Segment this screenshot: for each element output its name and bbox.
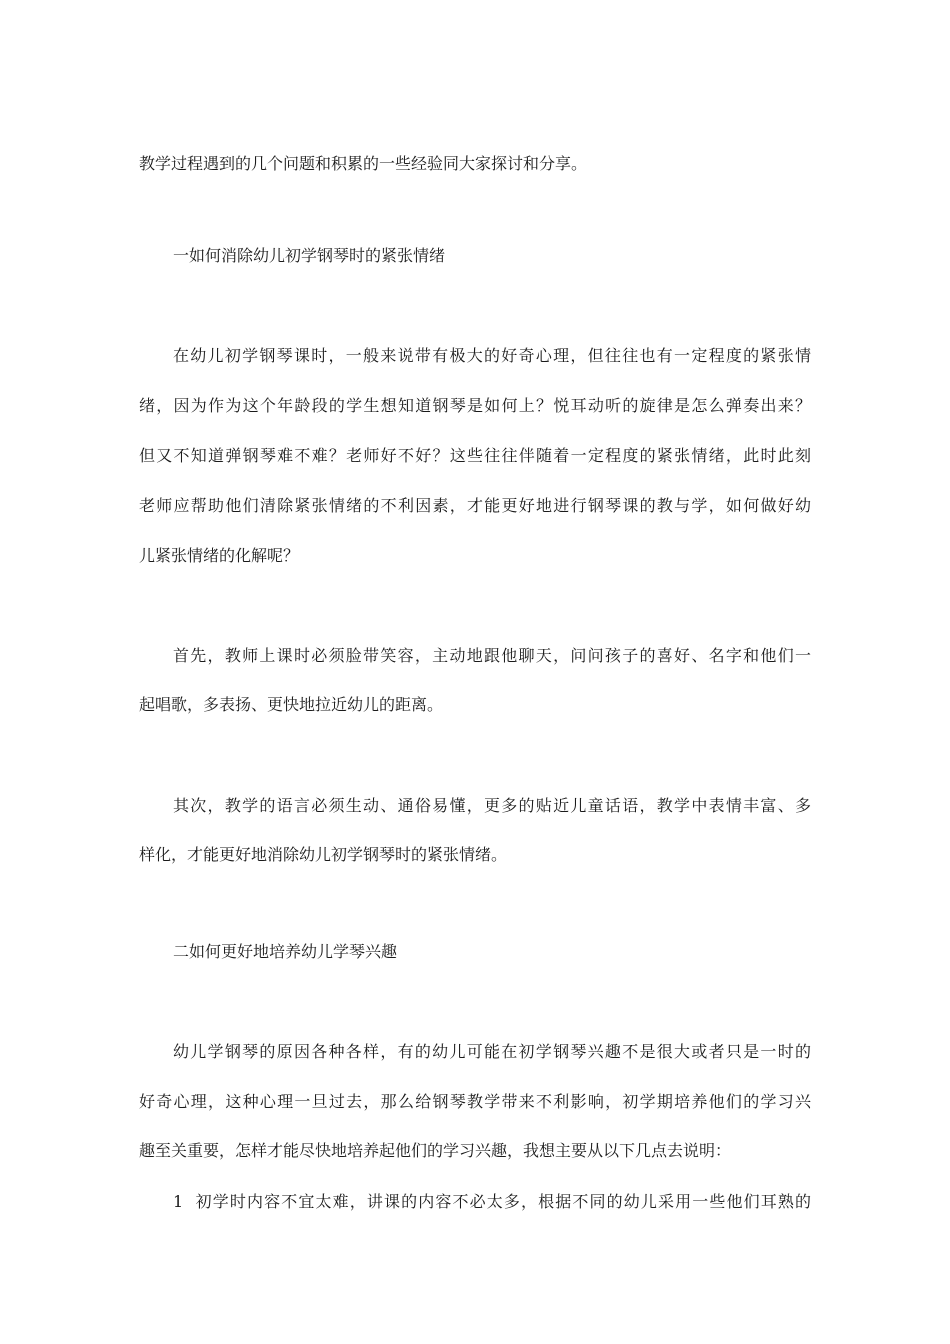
section-heading: 一如何消除幼儿初学钢琴时的紧张情绪: [173, 246, 446, 265]
paragraph-line: 首先，教师上课时必须脸带笑容，主动地跟他聊天，问问孩子的喜好、名字和他们一: [173, 646, 811, 665]
list-item: 1 初学时内容不宜太难，讲课的内容不必太多，根据不同的幼儿采用一些他们耳熟的: [173, 1192, 811, 1211]
paragraph-line: 老师应帮助他们清除紧张情绪的不利因素，才能更好地进行钢琴课的教与学，如何做好幼: [139, 496, 811, 515]
paragraph-line: 趣至关重要，怎样才能尽快地培养起他们的学习兴趣，我想主要从以下几点去说明：: [139, 1141, 732, 1160]
section-heading: 二如何更好地培养幼儿学琴兴趣: [173, 942, 398, 961]
paragraph-line: 起唱歌，多表扬、更快地拉近幼儿的距离。: [139, 695, 444, 714]
paragraph-line: 其次，教学的语言必须生动、通俗易懂，更多的贴近儿童话语，教学中表情丰富、多: [173, 796, 811, 815]
paragraph-line: 绪，因为作为这个年龄段的学生想知道钢琴是如何上？悦耳动听的旋律是怎么弹奏出来？: [139, 396, 811, 415]
paragraph-line: 好奇心理，这种心理一旦过去，那么给钢琴教学带来不利影响，初学期培养他们的学习兴: [139, 1092, 811, 1111]
paragraph-line: 在幼儿初学钢琴课时，一般来说带有极大的好奇心理，但往往也有一定程度的紧张情: [173, 346, 811, 365]
paragraph-line: 但又不知道弹钢琴难不难？老师好不好？这些往往伴随着一定程度的紧张情绪，此时此刻: [139, 446, 811, 465]
paragraph-line: 教学过程遇到的几个问题和积累的一些经验同大家探讨和分享。: [139, 154, 588, 173]
paragraph-line: 样化，才能更好地消除幼儿初学钢琴时的紧张情绪。: [139, 845, 508, 864]
paragraph-line: 儿紧张情绪的化解呢？: [139, 546, 300, 565]
paragraph-line: 幼儿学钢琴的原因各种各样，有的幼儿可能在初学钢琴兴趣不是很大或者只是一时的: [173, 1042, 811, 1061]
